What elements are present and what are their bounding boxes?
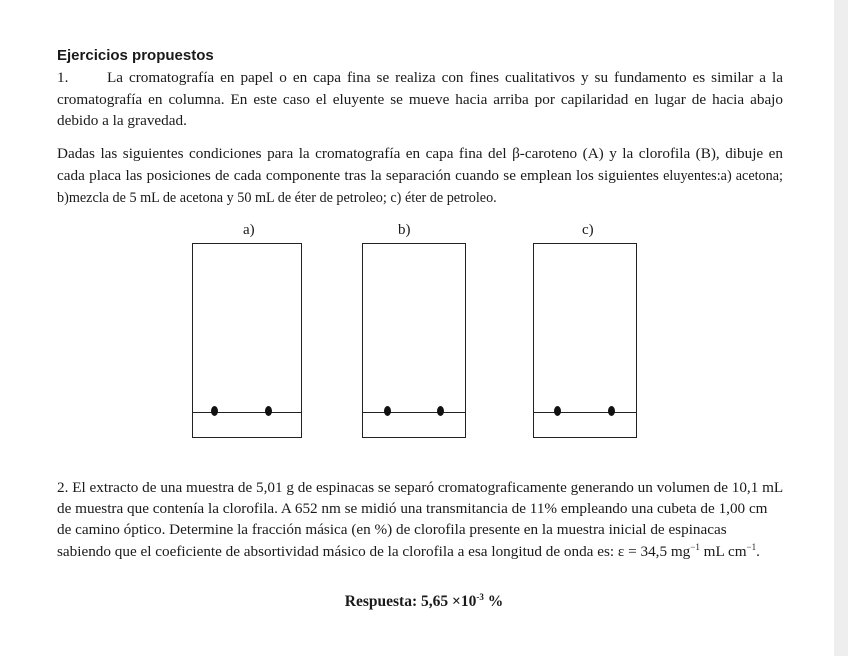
exponent: −1 [690,541,700,552]
unit-ml-cm: mL cm [699,542,747,560]
conditions-text: Dadas las siguientes condiciones para la cromatografía en capa fina del β-caroteno (A) y la clorofila (B), dibuje en cada placa las posiciones de cada componente tras la separación cuando se emplean los siguientes [57,145,783,184]
period: . [756,542,760,560]
exercise-1-conditions [57,143,783,210]
section-heading: Ejercicios propuestos [57,47,214,64]
sample-spot [265,406,272,416]
sample-spot [554,406,561,416]
equals-sign: = [624,542,641,560]
answer-exponent: -3 [476,592,484,602]
exponent: −1 [746,541,757,552]
baseline [193,412,301,413]
answer-line [0,593,848,611]
right-margin-band [834,0,848,656]
plate-c-label: c) [582,222,594,238]
answer-label: Respuesta: [344,593,418,610]
absorptivity-value: 34,5 mg [640,542,691,560]
exercise-1-text: La cromatografía en papel o en capa fina se realiza con fines cualitativos y su fundamento es similar a la cromatografía en columna. En este caso el eluyente se mueve hacia arriba por capilaridad en lugar de hacia abajo debido a la gravedad. [57,69,783,129]
exercise-1-number: 1. [57,69,69,86]
plate-a-label: a) [243,222,255,238]
baseline [363,412,465,413]
sample-spot [608,406,615,416]
exercise-2 [57,477,783,562]
exercise-2-text: 2. El extracto de una muestra de 5,01 g de espinacas se separó cromatograficamente generando un volumen de 10,1 mL de muestra que contenía la clorofila. A 652 nm se midió una transmitancia de 11% empleando una cubeta de 1,00 cm de camino óptico. Determine la fracción másica (en %) de clorofila presente en la muestra inicial de espinacas sabiendo que el coeficiente de absortividad másico de la clorofila a esa longitud de onda es: [57,479,783,560]
eluents-text: eluyentes:a) acetona; b)mezcla de 5 mL de acetona y 50 mL de éter de petroleo; c) éter de petroleo. [57,167,783,206]
sample-spot [384,406,391,416]
plate-b-label: b) [398,222,411,238]
baseline [534,412,636,413]
tlc-plate-c [533,243,637,438]
answer-unit: % [483,593,504,610]
epsilon-symbol: ε [617,542,625,560]
tlc-plate-a [192,243,302,438]
answer-value: 5,65 ×10 [421,593,477,610]
exercise-1-intro [57,67,783,132]
sample-spot [211,406,218,416]
tlc-plate-b [362,243,466,438]
sample-spot [437,406,444,416]
